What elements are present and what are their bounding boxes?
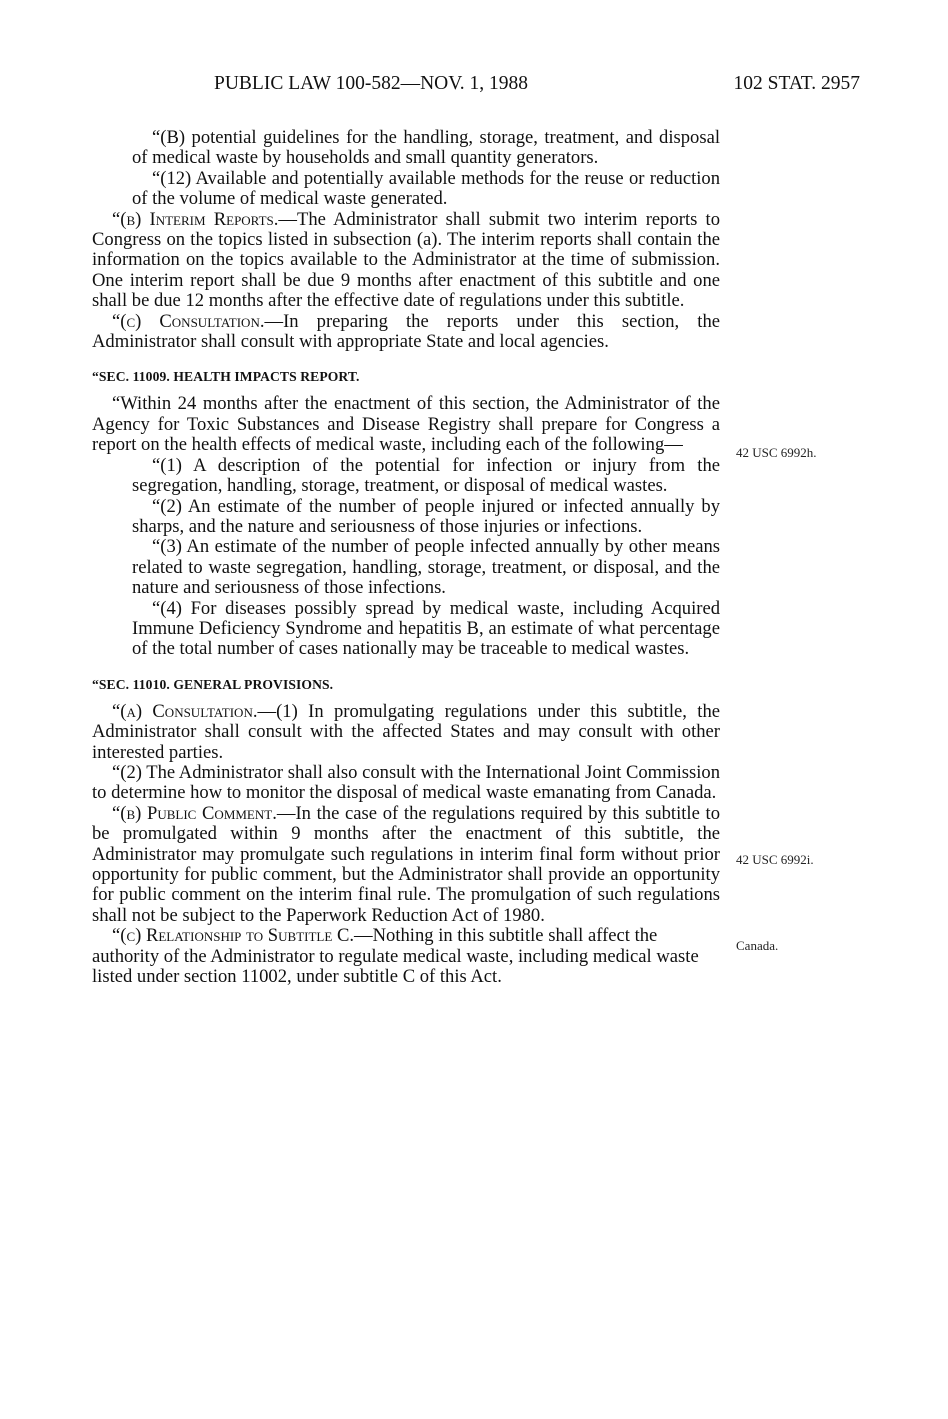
paragraph-interim-reports (92, 210, 720, 312)
public-comment-heading: “(b) Public Comment. (112, 802, 277, 824)
consultation-heading: “(c) Consultation. (112, 310, 265, 332)
public-comment-text: —In the case of the regulations required by this subtitle to be promulgated within 9 months after the enactment of this subtitle, the Administrator may promulgate such regulations in interim final form without prior opportunity for public comment, but the Administrator shall provide an opportunity for public comment on the interim final rule. The promulgation of such regulations shall not be subject to the Paperwork Reduction Act of 1980. (92, 802, 720, 926)
paragraph-health-3: “(3) An estimate of the number of people infected annually by other means related to waste segregation, handling, storage, treatment, or disposal, and the nature and seriousness of those infections. (132, 536, 720, 599)
paragraph-health-intro: “Within 24 months after the enactment of this section, the Administrator of the Agency for Toxic Substances and Disease Registry shall prepare for Congress a report on the health effects of medical waste, including each of the following— (92, 393, 720, 456)
relationship-text: —Nothing in this subtitle shall affect the authority of the Administrator to regulate medical waste, including medical waste listed under section 11002, under subtitle C of this Act. (92, 925, 699, 988)
paragraph-12-reuse-reduction: “(12) Available and potentially available methods for the reuse or reduction of the volume of medical waste generated. (132, 167, 720, 210)
paragraph-consultation-reports (92, 312, 720, 353)
interim-reports-heading: “(b) Interim Reports. (112, 208, 279, 230)
margin-note-canada: Canada. (736, 938, 779, 953)
interim-reports-text: —The Administrator shall submit two interim reports to Congress on the topics listed in subsection (a). The interim reports shall contain the information on the topics available to the Administrator at the time of submission. One interim report shall be due 9 months after enactment of this subtitle and one shall be due 12 months after the effective date of regulations under this subtitle. (92, 208, 721, 312)
section-heading-11009: “SEC. 11009. HEALTH IMPACTS REPORT. (92, 369, 360, 385)
paragraph-a-consultation (92, 702, 720, 763)
header-law-citation: PUBLIC LAW 100-582—NOV. 1, 1988 (214, 73, 529, 94)
paragraph-b-potential-guidelines: “(B) potential guidelines for the handling, storage, treatment, and disposal of medical waste by households and small quantity generators. (132, 127, 720, 169)
paragraph-health-4: “(4) For diseases possibly spread by medical waste, including Acquired Immune Deficiency Syndrome and hepatitis B, an estimate of what percentage of the total number of cases nationally may be traceable to medical wastes. (132, 597, 720, 660)
page-body (92, 128, 720, 987)
paragraph-health-2: “(2) An estimate of the number of people injured or infected annually by sharps, and the nature and seriousness of those injuries or infections. (132, 495, 720, 537)
consultation-text: —In preparing the reports under this section, the Administrator shall consult with appropriate State and local agencies. (92, 310, 720, 353)
section-heading-11010: “SEC. 11010. GENERAL PROVISIONS. (92, 676, 334, 692)
margin-note-usc-6992i: 42 USC 6992i. (736, 852, 814, 867)
a-consultation-text: —(1) In promulgating regulations under this subtitle, the Administrator shall consult with the affected States and may consult with other interested parties. (92, 700, 721, 763)
paragraph-health-1: “(1) A description of the potential for infection or injury from the segregation, handling, storage, treatment, or disposal of medical wastes. (132, 454, 720, 497)
paragraph-c-relationship-subtitle-c (92, 926, 720, 987)
relationship-heading: “(c) Relationship to Subtitle C. (112, 925, 354, 947)
a-consultation-heading: “(a) Consultation. (112, 700, 258, 722)
paragraph-b-public-comment (92, 804, 720, 926)
header-stat-page: 102 STAT. 2957 (733, 73, 860, 94)
margin-note-usc-6992h: 42 USC 6992h. (736, 445, 817, 460)
paragraph-a2-international-joint-commission: “(2) The Administrator shall also consult with the International Joint Commission to determine how to monitor the disposal of medical waste emanating from Canada. (92, 761, 721, 804)
